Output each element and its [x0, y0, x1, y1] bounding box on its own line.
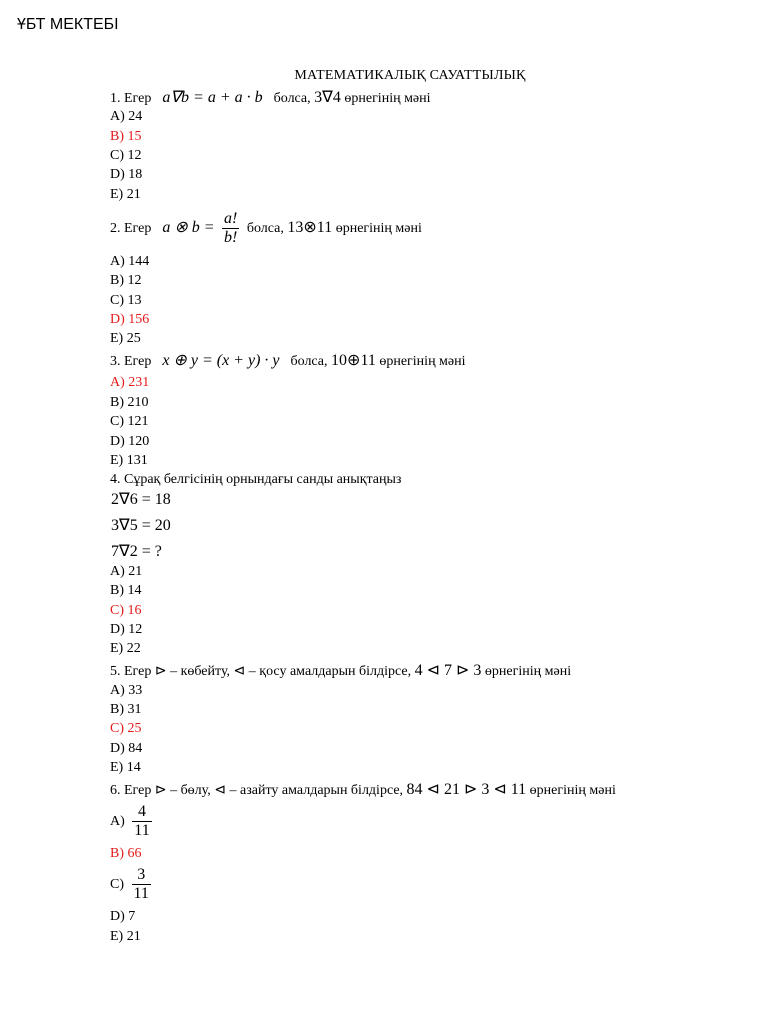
page-title: МАТЕМАТИКАЛЫҚ САУАТТЫЛЫҚ: [294, 68, 526, 83]
q6-option-a-denominator: 11: [134, 822, 150, 840]
q3-expr: 10⊕11: [331, 352, 376, 369]
q3-formula: x ⊕ y = (x + y) · y: [162, 352, 280, 369]
q2-option-e: E) 25: [110, 331, 141, 346]
q6-option-c-label: C): [110, 877, 124, 892]
q2-option-c: C) 13: [110, 293, 142, 308]
q5-op2-text: – қосу амалдарын білдірсе,: [248, 664, 412, 679]
question-5: [110, 662, 571, 681]
q3-option-e: E) 131: [110, 453, 148, 468]
q6-option-a-fraction: [132, 803, 151, 840]
question-1: [110, 89, 431, 108]
q5-option-a: A) 33: [110, 683, 143, 698]
q1-option-e: E) 21: [110, 187, 141, 202]
question-4: 4. Сұрақ белгісінің орнындағы санды анықтаңыз: [110, 472, 402, 487]
q5-op1-symbol: ⊳: [154, 664, 167, 679]
q3-option-d: D) 120: [110, 434, 150, 449]
q2-suffix: өрнегінің мәні: [335, 221, 422, 236]
question-2: [110, 205, 422, 252]
question-6: [110, 781, 616, 800]
q3-mid: болса,: [290, 354, 328, 369]
q5-option-b: B) 31: [110, 702, 142, 717]
q2-fraction-denominator: b!: [224, 229, 238, 247]
q2-fraction: [222, 210, 239, 247]
q5-option-c: C) 25: [110, 721, 142, 736]
q4-equation-3: 7∇2 = ?: [111, 543, 162, 560]
q3-option-c: C) 121: [110, 414, 149, 429]
q2-option-a: A) 144: [110, 254, 150, 269]
q2-expr: 13⊗11: [287, 219, 333, 236]
q1-formula: a∇b = a + a · b: [162, 89, 263, 106]
q2-fraction-numerator: a!: [224, 210, 238, 228]
q5-expr: 4 ⊲ 7 ⊳ 3: [414, 662, 482, 679]
q1-prefix: 1. Егер: [110, 91, 152, 106]
q6-option-d: D) 7: [110, 909, 136, 924]
q1-option-b: B) 15: [110, 129, 142, 144]
q1-mid: болса,: [273, 91, 311, 106]
q6-option-e: E) 21: [110, 929, 141, 944]
q6-option-b: B) 66: [110, 846, 142, 861]
q1-expr: 3∇4: [314, 89, 341, 106]
q6-option-c-denominator: 11: [133, 885, 149, 903]
q5-suffix: өрнегінің мәні: [484, 664, 572, 679]
q4-equation-1: 2∇6 = 18: [111, 491, 171, 508]
q5-op2-symbol: ⊲: [233, 664, 246, 679]
q3-suffix: өрнегінің мәні: [379, 354, 466, 369]
school-name: ҰБТ МЕКТЕБІ: [17, 16, 119, 33]
q2-prefix: 2. Егер: [110, 221, 152, 236]
q5-op1-text: – көбейту,: [170, 664, 231, 679]
q4-option-d: D) 12: [110, 622, 143, 637]
q2-mid: болса,: [246, 221, 284, 236]
q6-op1-text: – бөлу,: [170, 783, 211, 798]
q6-option-a-numerator: 4: [137, 803, 146, 821]
q4-option-a: A) 21: [110, 564, 143, 579]
q6-option-a: [110, 801, 156, 843]
q1-option-c: C) 12: [110, 148, 142, 163]
q1-option-d: D) 18: [110, 167, 143, 182]
q4-option-b: B) 14: [110, 583, 142, 598]
q6-op2-symbol: ⊲: [214, 783, 227, 798]
q4-equation-2: 3∇5 = 20: [111, 517, 171, 534]
q1-option-a: A) 24: [110, 109, 143, 124]
q6-prefix: 6. Егер: [110, 783, 152, 798]
q5-option-e: E) 14: [110, 760, 141, 775]
q6-op1-symbol: ⊳: [154, 783, 167, 798]
q3-option-a: A) 231: [110, 375, 150, 390]
q5-option-d: D) 84: [110, 741, 143, 756]
q5-prefix: 5. Егер: [110, 664, 152, 679]
q1-suffix: өрнегінің мәні: [344, 91, 431, 106]
q2-option-d: D) 156: [110, 312, 150, 327]
question-3: [110, 352, 466, 371]
q2-formula: a ⊗ b =: [162, 219, 215, 236]
q6-expr: 84 ⊲ 21 ⊳ 3 ⊲ 11: [406, 781, 527, 798]
q4-option-e: E) 22: [110, 641, 141, 656]
q3-option-b: B) 210: [110, 395, 149, 410]
q6-op2-text: – азайту амалдарын білдірсе,: [229, 783, 404, 798]
q2-option-b: B) 12: [110, 273, 142, 288]
q3-prefix: 3. Егер: [110, 354, 152, 369]
q6-suffix: өрнегінің мәні: [529, 783, 616, 798]
q6-option-c: [110, 864, 155, 906]
q6-option-c-numerator: 3: [137, 866, 146, 884]
q6-option-a-label: A): [110, 814, 125, 829]
q6-option-c-fraction: [132, 866, 151, 903]
q4-option-c: C) 16: [110, 603, 142, 618]
